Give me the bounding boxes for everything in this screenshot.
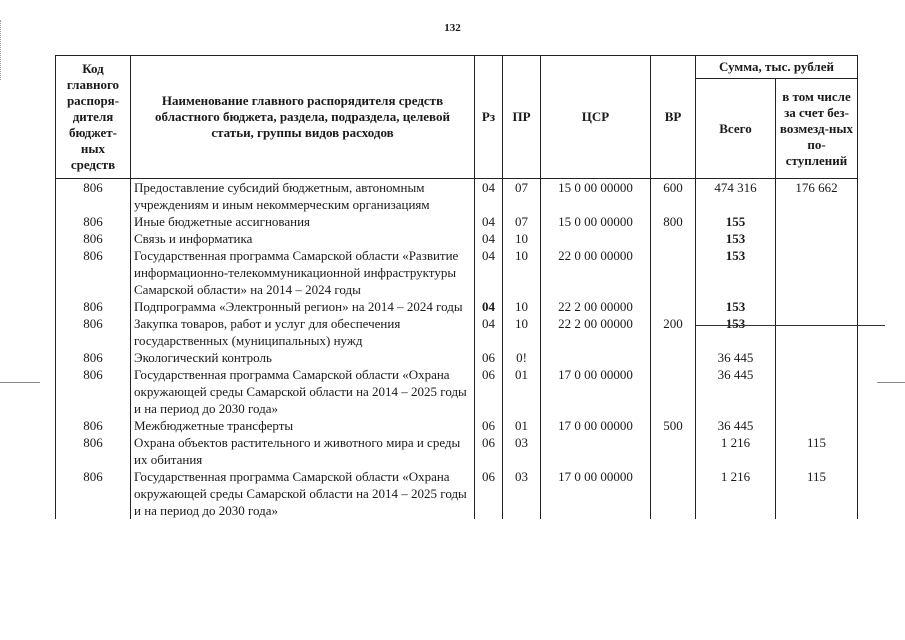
cell-free [776,213,858,230]
cell-free [776,247,858,298]
budget-table [55,55,858,519]
cell-pr: 07 [503,179,541,214]
cell-total [696,315,776,349]
cell-name: Подпрограмма «Электронный регион» на 2014 – 2024 годы [131,298,475,315]
cell-rz: 06 [475,366,503,417]
table-row [56,349,858,366]
table-row [56,417,858,434]
cell-pr: 10 [503,315,541,349]
cell-code: 806 [56,179,131,214]
cell-name: Иные бюджетные ассигнования [131,213,475,230]
table-row [56,213,858,230]
table-row [56,179,858,214]
cell-total: 153 [696,247,776,298]
cell-name: Закупка товаров, работ и услуг для обеспечения государственных (муниципальных) нужд [131,315,475,349]
header-vr: ВР [651,56,696,179]
cell-total: 153 [696,298,776,315]
cell-vr [651,349,696,366]
cell-free: 115 [776,468,858,519]
cell-rz: 06 [475,434,503,468]
cell-csr [541,434,651,468]
cell-vr [651,434,696,468]
cell-vr [651,247,696,298]
cell-code: 806 [56,230,131,247]
cell-code: 806 [56,417,131,434]
cell-total: 153 [696,230,776,247]
cell-vr [651,366,696,417]
cell-csr: 17 0 00 00000 [541,366,651,417]
cell-free [776,349,858,366]
cell-csr [541,349,651,366]
cell-free: 115 [776,434,858,468]
cell-total: 36 445 [696,366,776,417]
cell-csr [541,230,651,247]
cell-pr: 10 [503,230,541,247]
header-free: в том числе за счет без-возмезд-ных по-ступлений [776,79,858,179]
cell-total: 36 445 [696,349,776,366]
scan-artifact-line-left [0,382,40,383]
header-total: Всего [696,79,776,179]
cell-code: 806 [56,468,131,519]
cell-code: 806 [56,434,131,468]
header-sum-group: Сумма, тыс. рублей [696,56,858,79]
cell-vr [651,468,696,519]
cell-name: Государственная программа Самарской области «Охрана окружающей среды Самарской области на 2014 – 2025 годы и на период до 2030 года» [131,366,475,417]
table-row [56,298,858,315]
cell-total: 1 216 [696,468,776,519]
cell-code: 806 [56,298,131,315]
cell-pr: 01 [503,417,541,434]
table-row [56,366,858,417]
header-pr: ПР [503,56,541,179]
cell-free [776,298,858,315]
table-row [56,247,858,298]
cell-code: 806 [56,247,131,298]
cell-rz: 06 [475,417,503,434]
cell-rz: 04 [475,179,503,214]
cell-pr: 0! [503,349,541,366]
cell-name: Экологический контроль [131,349,475,366]
cell-pr: 07 [503,213,541,230]
header-rz: Рз [475,56,503,179]
cell-vr [651,298,696,315]
table-row [56,434,858,468]
cell-csr: 22 0 00 00000 [541,247,651,298]
struck-total: 153 [725,316,746,331]
cell-csr: 15 0 00 00000 [541,213,651,230]
cell-csr: 22 2 00 00000 [541,315,651,349]
cell-vr: 600 [651,179,696,214]
cell-csr: 17 0 00 00000 [541,417,651,434]
cell-name: Охрана объектов растительного и животного мира и среды их обитания [131,434,475,468]
cell-name: Государственная программа Самарской области «Охрана окружающей среды Самарской области на 2014 – 2025 годы и на период до 2030 года» [131,468,475,519]
cell-code: 806 [56,349,131,366]
cell-rz: 04 [475,247,503,298]
cell-free [776,230,858,247]
cell-free: 176 662 [776,179,858,214]
header-name: Наименование главного распорядителя средств областного бюджета, раздела, подраздела, целевой статьи, группы видов расходов [131,56,475,179]
cell-pr: 10 [503,298,541,315]
cell-name: Межбюджетные трансферты [131,417,475,434]
cell-vr [651,230,696,247]
table-row [56,230,858,247]
cell-free [776,366,858,417]
cell-name: Государственная программа Самарской области «Развитие информационно-телекоммуникационной инфраструктуры Самарской области» на 2014 – 2024 годы [131,247,475,298]
cell-total: 36 445 [696,417,776,434]
cell-rz: 04 [475,213,503,230]
cell-code: 806 [56,213,131,230]
cell-total: 155 [696,213,776,230]
cell-pr: 03 [503,468,541,519]
cell-rz: 06 [475,349,503,366]
cell-pr: 01 [503,366,541,417]
cell-csr: 22 2 00 00000 [541,298,651,315]
header-csr: ЦСР [541,56,651,179]
table-row [56,468,858,519]
cell-code: 806 [56,366,131,417]
cell-pr: 03 [503,434,541,468]
cell-rz: 04 [475,230,503,247]
page-number: 132 [444,22,461,34]
cell-name: Предоставление субсидий бюджетным, автономным учреждениям и иным некоммерческим организациям [131,179,475,214]
cell-vr: 200 [651,315,696,349]
cell-csr: 17 0 00 00000 [541,468,651,519]
cell-rz: 04 [475,298,503,315]
cell-total: 1 216 [696,434,776,468]
cell-vr: 500 [651,417,696,434]
cell-free [776,315,858,349]
cell-csr: 15 0 00 00000 [541,179,651,214]
cell-rz: 04 [475,315,503,349]
cell-vr: 800 [651,213,696,230]
cell-total: 474 316 [696,179,776,214]
cell-code: 806 [56,315,131,349]
cell-pr: 10 [503,247,541,298]
cell-rz: 06 [475,468,503,519]
header-code: Код главного распоря-дителя бюджет-ных средств [56,56,131,179]
table-row [56,315,858,349]
cell-name: Связь и информатика [131,230,475,247]
cell-free [776,417,858,434]
scan-artifact-line-right [877,382,905,383]
